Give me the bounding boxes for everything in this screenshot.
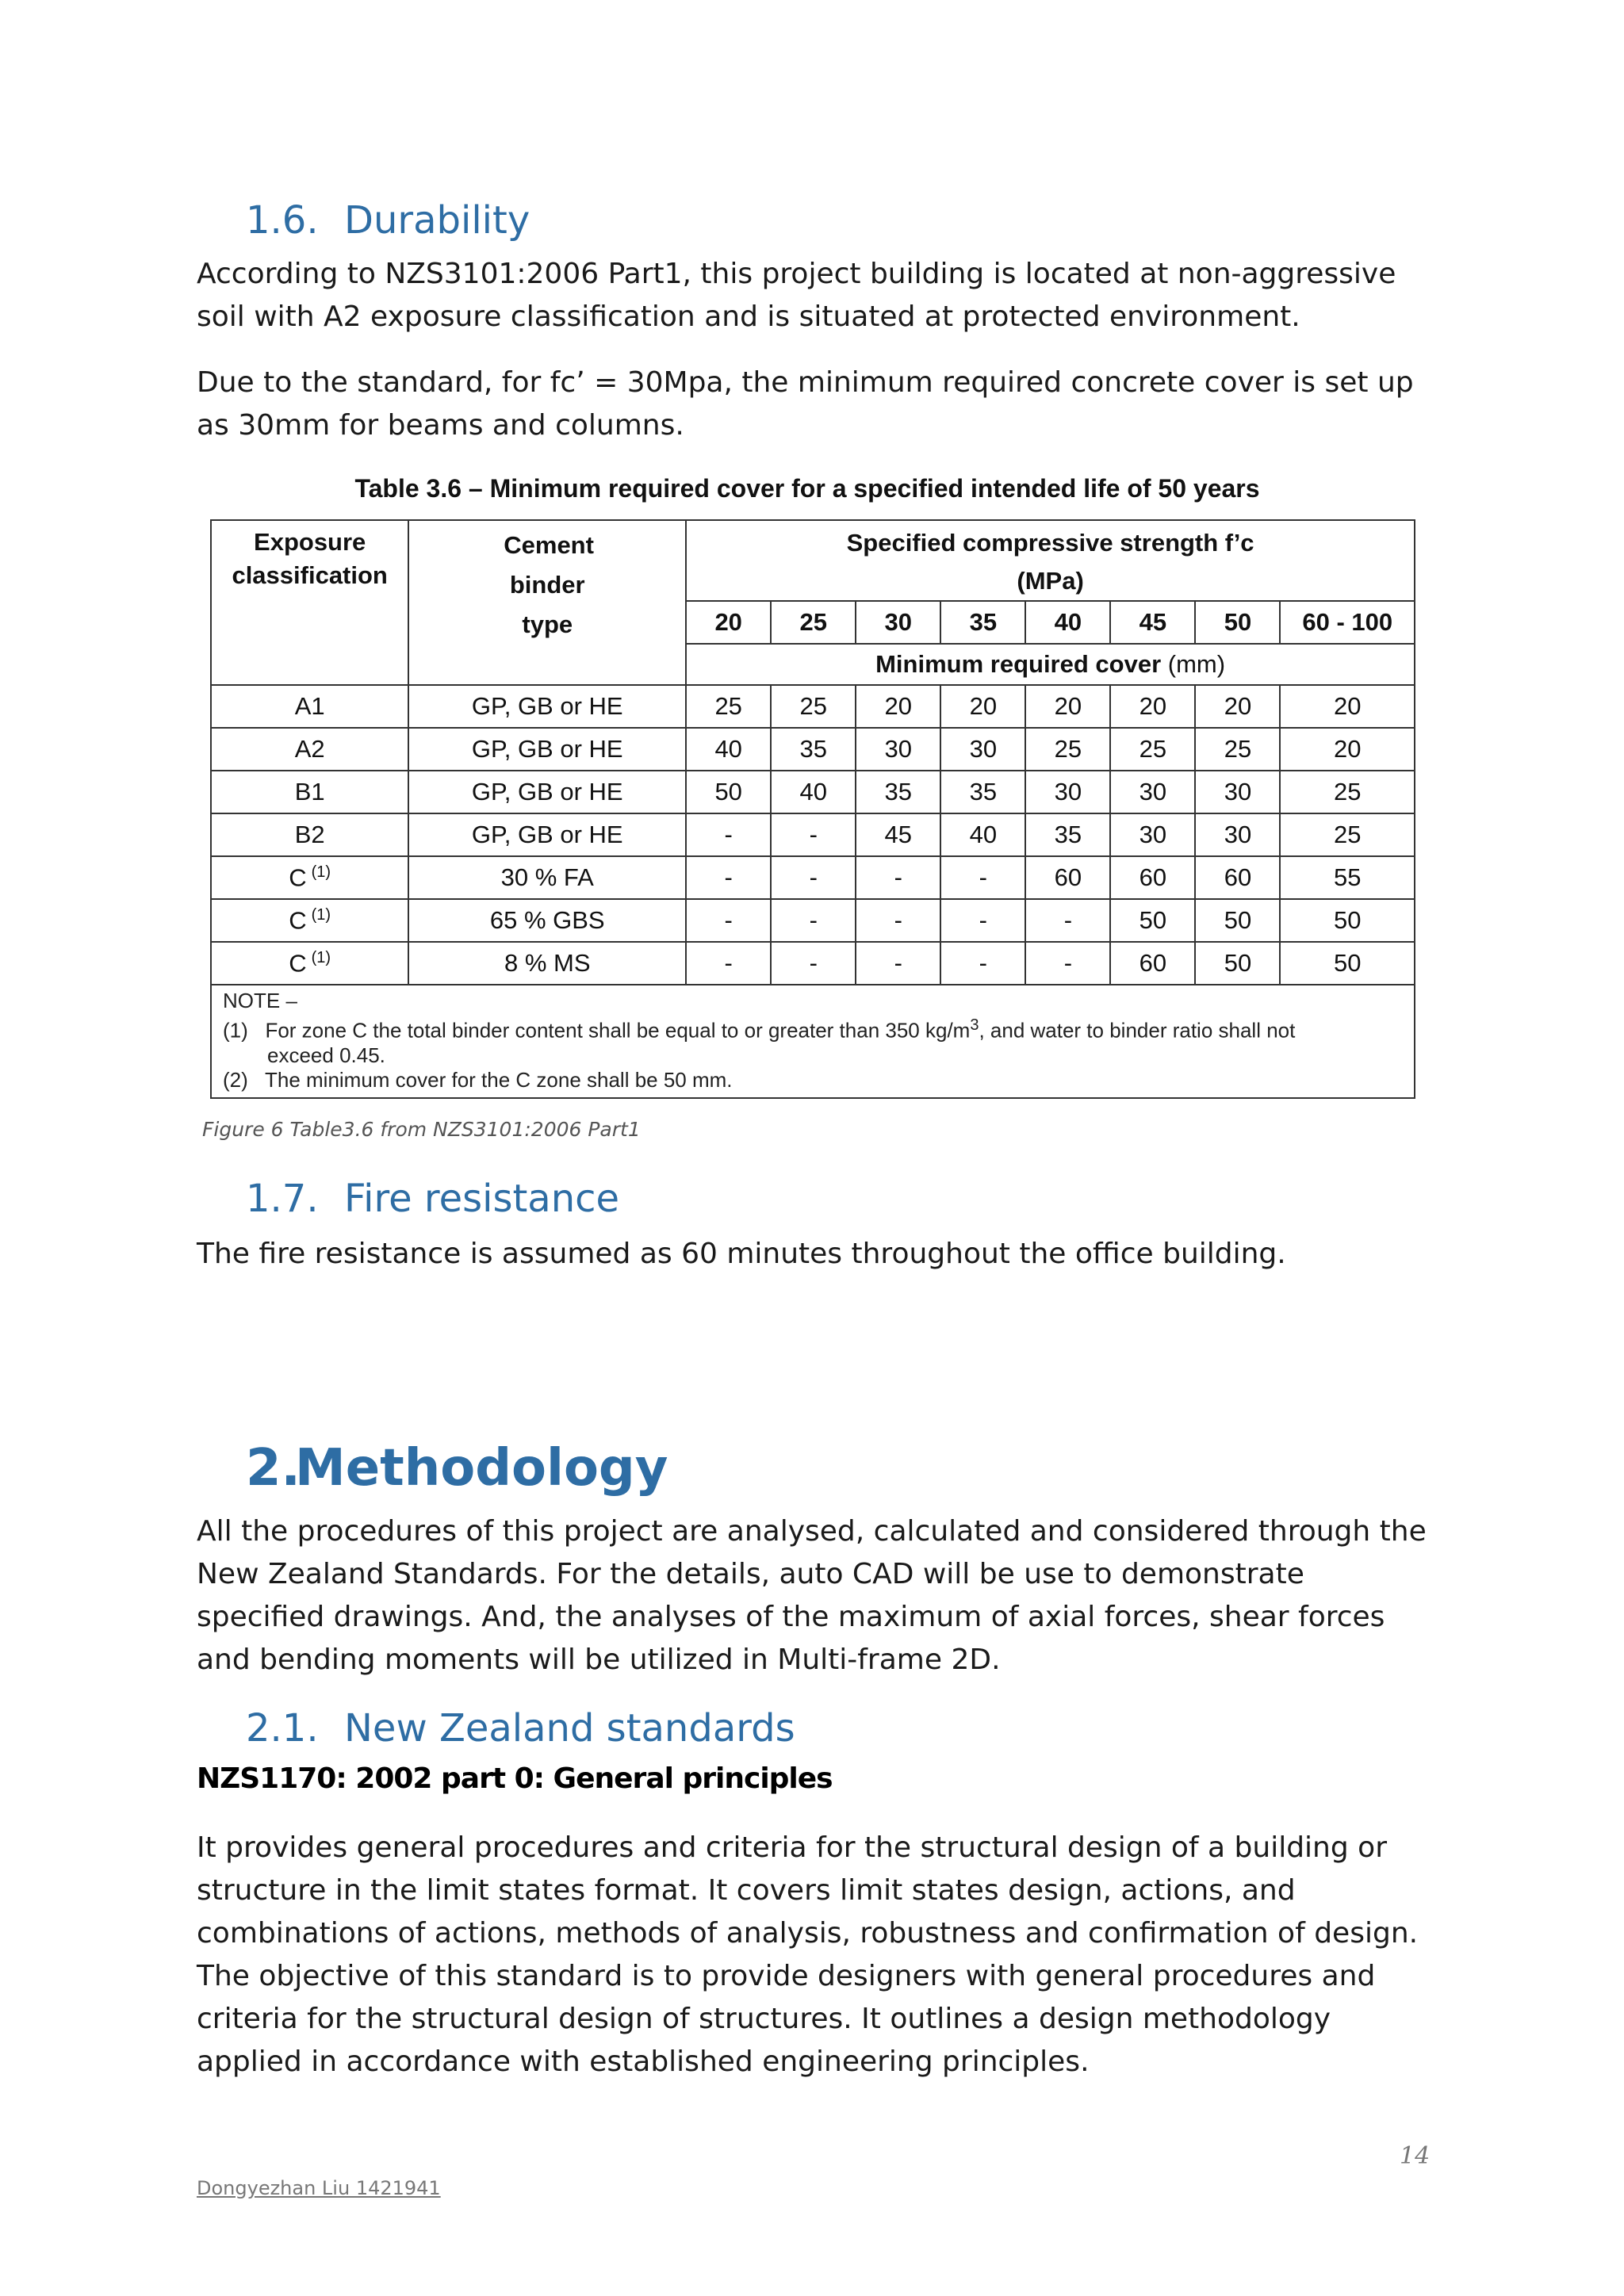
table-row: [211, 813, 1415, 856]
exposure-cell: B2: [211, 813, 408, 856]
binder-cell: GP, GB or HE: [408, 728, 686, 771]
cover-value-cell: 30: [1025, 771, 1110, 813]
cover-value-cell: 30: [856, 728, 940, 771]
cover-value-cell: 30: [1110, 813, 1195, 856]
strength-cell: 60 - 100: [1280, 601, 1415, 644]
cover-value-cell: -: [771, 813, 856, 856]
table-row: [211, 685, 1415, 728]
header-exposure: Exposure classification: [211, 520, 408, 685]
binder-cell: 8 % MS: [408, 942, 686, 985]
cover-value-cell: 60: [1110, 856, 1195, 899]
heading-title: New Zealand standards: [344, 1706, 795, 1751]
binder-cell: GP, GB or HE: [408, 813, 686, 856]
binder-cell: 65 % GBS: [408, 899, 686, 942]
cover-value-cell: 25: [1195, 728, 1280, 771]
cover-value-cell: 25: [771, 685, 856, 728]
heading-number: 1.7.: [246, 1177, 319, 1221]
cover-value-cell: 45: [856, 813, 940, 856]
binder-cell: GP, GB or HE: [408, 685, 686, 728]
cover-value-cell: 20: [1110, 685, 1195, 728]
heading-1-7: [246, 1177, 619, 1221]
cover-value-cell: 25: [686, 685, 771, 728]
heading-number: 2.: [246, 1439, 301, 1498]
cover-value-cell: 20: [1280, 685, 1415, 728]
cover-value-cell: 60: [1110, 942, 1195, 985]
heading-1-6: [246, 198, 530, 243]
cover-value-cell: -: [686, 899, 771, 942]
heading-number: 2.1.: [246, 1706, 319, 1751]
nzs1170-paragraph: It provides general procedures and criteria for the structural design of a building or structure in the limit states format. It covers limit states design, actions, and combinations of actions, methods of analysis, robustness and confirmation of design. The objective of this standard is to provide designers with general procedures and criteria for the structural design of structures. It outlines a design methodology applied in accordance with established engineering principles.: [197, 1831, 1419, 2078]
cover-value-cell: 50: [1195, 899, 1280, 942]
cover-value-cell: 25: [1110, 728, 1195, 771]
strength-cell: 25: [771, 601, 856, 644]
header-cement: Cement binder type: [408, 520, 686, 685]
cover-value-cell: 30: [1110, 771, 1195, 813]
cover-value-cell: 20: [856, 685, 940, 728]
cover-value-cell: -: [686, 856, 771, 899]
cover-value-cell: -: [771, 856, 856, 899]
strength-cell: 40: [1025, 601, 1110, 644]
exposure-cell: A2: [211, 728, 408, 771]
cover-value-cell: 25: [1025, 728, 1110, 771]
cover-value-cell: 20: [940, 685, 1025, 728]
cover-value-cell: 50: [686, 771, 771, 813]
exposure-cell: C $^{(1)}$: [211, 942, 408, 985]
cover-value-cell: 30: [940, 728, 1025, 771]
cover-value-cell: -: [940, 856, 1025, 899]
table-row: [211, 771, 1415, 813]
cover-value-cell: 20: [1195, 685, 1280, 728]
cover-value-cell: 55: [1280, 856, 1415, 899]
heading-title: Fire resistance: [344, 1177, 620, 1221]
cover-value-cell: 50: [1110, 899, 1195, 942]
binder-cell: 30 % FA: [408, 856, 686, 899]
table-row: [211, 728, 1415, 771]
cover-value-cell: 20: [1025, 685, 1110, 728]
exposure-cell: C $^{(1)}$: [211, 856, 408, 899]
cover-value-cell: 60: [1195, 856, 1280, 899]
cover-value-cell: 25: [1280, 771, 1415, 813]
table-row: [211, 899, 1415, 942]
cover-value-cell: -: [686, 813, 771, 856]
cover-value-cell: 30: [1195, 771, 1280, 813]
methodology-paragraph: All the procedures of this project are analysed, calculated and considered through the New Zealand Standards. For the details, auto CAD will be use to demonstrate specified drawings. And, the analyses of the maximum of axial forces, shear forces and bending moments will be utilized in Multi-frame 2D.: [197, 1515, 1427, 1676]
durability-paragraph-1: According to NZS3101:2006 Part1, this project building is located at non-aggressive soil with A2 exposure classification and is situated at protected environment.: [197, 258, 1396, 333]
page-number: 14: [1400, 2142, 1431, 2170]
cover-value-cell: 50: [1280, 942, 1415, 985]
fire-paragraph: The fire resistance is assumed as 60 minutes throughout the office building.: [197, 1238, 1286, 1270]
cover-value-cell: 50: [1280, 899, 1415, 942]
table-caption: Table 3.6 – Minimum required cover for a specified intended life of 50 years: [354, 474, 1260, 503]
exposure-cell: C $^{(1)}$: [211, 899, 408, 942]
heading-2-1: [246, 1706, 795, 1751]
header-strength: Specified compressive strength f’c (MPa): [686, 520, 1415, 601]
heading-title: Durability: [344, 198, 530, 243]
strength-cell: 35: [940, 601, 1025, 644]
cover-value-cell: -: [771, 899, 856, 942]
min-cover-header: Minimum required cover (mm): [686, 644, 1415, 685]
strength-cell: 30: [856, 601, 940, 644]
cover-value-cell: 50: [1195, 942, 1280, 985]
cover-value-cell: -: [940, 899, 1025, 942]
cover-value-cell: -: [856, 856, 940, 899]
cover-value-cell: 30: [1195, 813, 1280, 856]
cover-table: [210, 519, 1415, 1099]
cover-value-cell: 40: [686, 728, 771, 771]
heading-2: [246, 1439, 668, 1498]
cover-value-cell: 25: [1280, 813, 1415, 856]
strength-cell: 45: [1110, 601, 1195, 644]
cover-value-cell: 20: [1280, 728, 1415, 771]
cover-value-cell: 35: [856, 771, 940, 813]
footer-author: Dongyezhan Liu 1421941: [197, 2177, 441, 2199]
binder-cell: GP, GB or HE: [408, 771, 686, 813]
cover-value-cell: 35: [771, 728, 856, 771]
cover-value-cell: -: [1025, 942, 1110, 985]
cover-value-cell: -: [940, 942, 1025, 985]
exposure-cell: A1: [211, 685, 408, 728]
table-row: [211, 856, 1415, 899]
cover-value-cell: 35: [940, 771, 1025, 813]
heading-number: 1.6.: [246, 198, 319, 243]
cover-value-cell: 40: [940, 813, 1025, 856]
cover-value-cell: -: [856, 899, 940, 942]
cover-value-cell: 40: [771, 771, 856, 813]
cover-value-cell: -: [856, 942, 940, 985]
table-note: NOTE – (1) For zone C the total binder content shall be equal to or greater than 350 $kg/m^3$, and water to binder ratio shall not exceed 0.45. (2) The minimum cover for the C zone shall be 50 mm.: [211, 985, 1415, 1098]
nzs1170-subheading: NZS1170: 2002 part 0: General principles: [197, 1762, 833, 1795]
cover-value-cell: -: [1025, 899, 1110, 942]
heading-title: Methodology: [295, 1439, 668, 1498]
strength-cell: 50: [1195, 601, 1280, 644]
cover-value-cell: -: [686, 942, 771, 985]
exposure-cell: B1: [211, 771, 408, 813]
strength-cell: 20: [686, 601, 771, 644]
cover-value-cell: 60: [1025, 856, 1110, 899]
cover-value-cell: -: [771, 942, 856, 985]
durability-paragraph-2: Due to the standard, for fc’ = 30Mpa, the minimum required concrete cover is set up as 30mm for beams and columns.: [197, 366, 1414, 442]
cover-value-cell: 35: [1025, 813, 1110, 856]
table-row: [211, 942, 1415, 985]
figure-caption: Figure 6 Table3.6 from NZS3101:2006 Part1: [202, 1118, 641, 1141]
